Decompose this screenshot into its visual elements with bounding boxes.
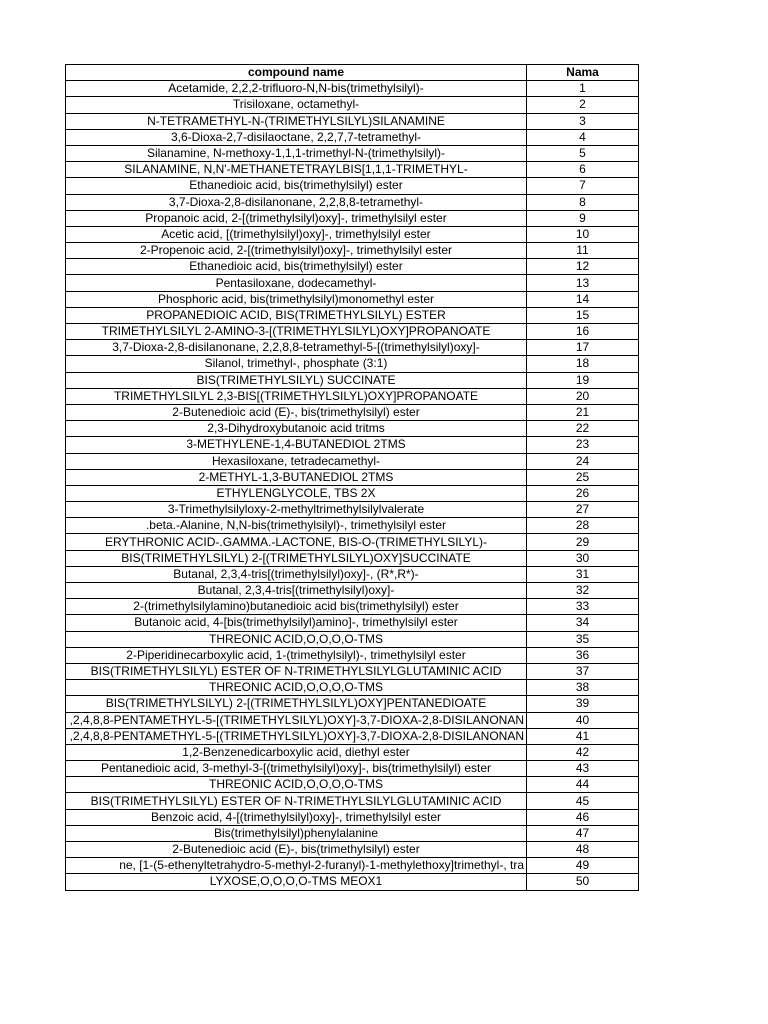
header-compound-name[interactable]: compound name bbox=[66, 65, 527, 81]
table-row bbox=[66, 825, 639, 841]
compound-name-cell[interactable]: Pentasiloxane, dodecamethyl- bbox=[66, 275, 527, 291]
nama-cell[interactable]: 44 bbox=[527, 777, 639, 793]
compound-name-cell[interactable]: Ethanedioic acid, bis(trimethylsilyl) ester bbox=[66, 178, 527, 194]
table-row bbox=[66, 453, 639, 469]
compound-name-cell[interactable]: TRIMETHYLSILYL 2,3-BIS[(TRIMETHYLSILYL)OXY]PROPANOATE bbox=[66, 388, 527, 404]
nama-cell[interactable]: 50 bbox=[527, 874, 639, 890]
nama-cell[interactable]: 13 bbox=[527, 275, 639, 291]
table-row bbox=[66, 566, 639, 582]
nama-cell[interactable]: 9 bbox=[527, 210, 639, 226]
compound-name-cell[interactable]: THREONIC ACID,O,O,O,O-TMS bbox=[66, 631, 527, 647]
compound-name-cell[interactable]: .beta.-Alanine, N,N-bis(trimethylsilyl)-, trimethylsilyl ester bbox=[66, 518, 527, 534]
compound-name-cell[interactable]: 2-Butenedioic acid (E)-, bis(trimethylsilyl) ester bbox=[66, 842, 527, 858]
table-row bbox=[66, 793, 639, 809]
header-nama[interactable]: Nama bbox=[527, 65, 639, 81]
table-row bbox=[66, 259, 639, 275]
table-body bbox=[66, 81, 639, 890]
table-row bbox=[66, 437, 639, 453]
nama-cell[interactable]: 6 bbox=[527, 162, 639, 178]
compound-name-cell[interactable]: Ethanedioic acid, bis(trimethylsilyl) ester bbox=[66, 259, 527, 275]
nama-cell[interactable]: 18 bbox=[527, 356, 639, 372]
nama-cell[interactable]: 24 bbox=[527, 453, 639, 469]
compound-name-cell[interactable]: 2-Piperidinecarboxylic acid, 1-(trimethylsilyl)-, trimethylsilyl ester bbox=[66, 647, 527, 663]
table-row bbox=[66, 324, 639, 340]
compound-name-cell[interactable]: TRIMETHYLSILYL 2-AMINO-3-[(TRIMETHYLSILYL)OXY]PROPANOATE bbox=[66, 324, 527, 340]
compound-name-cell[interactable]: PROPANEDIOIC ACID, BIS(TRIMETHYLSILYL) ESTER bbox=[66, 307, 527, 323]
table-row bbox=[66, 356, 639, 372]
nama-cell[interactable]: 4 bbox=[527, 129, 639, 145]
table-row bbox=[66, 518, 639, 534]
compound-name-cell[interactable]: 2-METHYL-1,3-BUTANEDIOL 2TMS bbox=[66, 469, 527, 485]
nama-cell[interactable]: 2 bbox=[527, 97, 639, 113]
nama-cell[interactable]: 23 bbox=[527, 437, 639, 453]
compound-name-cell[interactable]: THREONIC ACID,O,O,O,O-TMS bbox=[66, 680, 527, 696]
table-row bbox=[66, 340, 639, 356]
nama-cell[interactable]: 22 bbox=[527, 421, 639, 437]
compound-name-cell[interactable]: Silanol, trimethyl-, phosphate (3:1) bbox=[66, 356, 527, 372]
nama-cell[interactable]: 16 bbox=[527, 324, 639, 340]
compound-name-cell[interactable]: 2-Propenoic acid, 2-[(trimethylsilyl)oxy]-, trimethylsilyl ester bbox=[66, 243, 527, 259]
nama-cell[interactable]: 49 bbox=[527, 858, 639, 874]
nama-cell[interactable]: 31 bbox=[527, 566, 639, 582]
compound-name-cell[interactable]: 3,7-Dioxa-2,8-disilanonane, 2,2,8,8-tetramethyl- bbox=[66, 194, 527, 210]
nama-cell[interactable]: 28 bbox=[527, 518, 639, 534]
compound-name-cell[interactable]: ne, [1-(5-ethenyltetrahydro-5-methyl-2-furanyl)-1-methylethoxy]trimethyl-, tra bbox=[66, 858, 527, 874]
nama-cell[interactable]: 43 bbox=[527, 761, 639, 777]
nama-cell[interactable]: 30 bbox=[527, 550, 639, 566]
nama-cell[interactable]: 11 bbox=[527, 243, 639, 259]
compound-name-cell[interactable]: SILANAMINE, N,N'-METHANETETRAYLBIS[1,1,1-TRIMETHYL- bbox=[66, 162, 527, 178]
compound-name-cell[interactable]: Silanamine, N-methoxy-1,1,1-trimethyl-N-(trimethylsilyl)- bbox=[66, 145, 527, 161]
nama-cell[interactable]: 1 bbox=[527, 81, 639, 97]
compound-name-cell[interactable]: N-TETRAMETHYL-N-(TRIMETHYLSILYL)SILANAMINE bbox=[66, 113, 527, 129]
nama-cell[interactable]: 38 bbox=[527, 680, 639, 696]
nama-cell[interactable]: 41 bbox=[527, 728, 639, 744]
compound-name-cell[interactable]: THREONIC ACID,O,O,O,O-TMS bbox=[66, 777, 527, 793]
compound-name-cell[interactable]: Propanoic acid, 2-[(trimethylsilyl)oxy]-, trimethylsilyl ester bbox=[66, 210, 527, 226]
compound-name-cell[interactable]: Acetamide, 2,2,2-trifluoro-N,N-bis(trimethylsilyl)- bbox=[66, 81, 527, 97]
compound-name-cell[interactable]: LYXOSE,O,O,O,O-TMS MEOX1 bbox=[66, 874, 527, 890]
compound-name-cell[interactable]: Trisiloxane, octamethyl- bbox=[66, 97, 527, 113]
compound-name-cell[interactable]: Acetic acid, [(trimethylsilyl)oxy]-, trimethylsilyl ester bbox=[66, 226, 527, 242]
compound-table bbox=[65, 64, 639, 891]
table-row bbox=[66, 307, 639, 323]
nama-cell[interactable]: 3 bbox=[527, 113, 639, 129]
table-row bbox=[66, 874, 639, 890]
table-row bbox=[66, 129, 639, 145]
nama-cell[interactable]: 40 bbox=[527, 712, 639, 728]
table-row bbox=[66, 809, 639, 825]
table-row bbox=[66, 728, 639, 744]
compound-name-cell[interactable]: Butanoic acid, 4-[bis(trimethylsilyl)amino]-, trimethylsilyl ester bbox=[66, 615, 527, 631]
table-row bbox=[66, 113, 639, 129]
table-row bbox=[66, 97, 639, 113]
nama-cell[interactable]: 12 bbox=[527, 259, 639, 275]
compound-name-cell[interactable]: 2-Butenedioic acid (E)-, bis(trimethylsilyl) ester bbox=[66, 404, 527, 420]
nama-cell[interactable]: 42 bbox=[527, 744, 639, 760]
table-row bbox=[66, 243, 639, 259]
nama-cell[interactable]: 32 bbox=[527, 583, 639, 599]
table-row bbox=[66, 404, 639, 420]
table-row bbox=[66, 647, 639, 663]
compound-name-cell[interactable]: BIS(TRIMETHYLSILYL) 2-[(TRIMETHYLSILYL)OXY]PENTANEDIOATE bbox=[66, 696, 527, 712]
table-row bbox=[66, 680, 639, 696]
nama-cell[interactable]: 33 bbox=[527, 599, 639, 615]
table-row bbox=[66, 81, 639, 97]
table-row bbox=[66, 842, 639, 858]
compound-name-cell[interactable]: Butanal, 2,3,4-tris[(trimethylsilyl)oxy]- bbox=[66, 583, 527, 599]
compound-name-cell[interactable]: 3,7-Dioxa-2,8-disilanonane, 2,2,8,8-tetramethyl-5-[(trimethylsilyl)oxy]- bbox=[66, 340, 527, 356]
compound-name-cell[interactable]: ETHYLENGLYCOLE, TBS 2X bbox=[66, 485, 527, 501]
table-row bbox=[66, 712, 639, 728]
compound-name-cell[interactable]: BIS(TRIMETHYLSILYL) ESTER OF N-TRIMETHYLSILYLGLUTAMINIC ACID bbox=[66, 793, 527, 809]
compound-name-cell[interactable]: Phosphoric acid, bis(trimethylsilyl)monomethyl ester bbox=[66, 291, 527, 307]
nama-cell[interactable]: 14 bbox=[527, 291, 639, 307]
table-row bbox=[66, 485, 639, 501]
nama-cell[interactable]: 26 bbox=[527, 485, 639, 501]
table-row bbox=[66, 421, 639, 437]
nama-cell[interactable]: 27 bbox=[527, 502, 639, 518]
nama-cell[interactable]: 46 bbox=[527, 809, 639, 825]
compound-name-cell[interactable]: 3-METHYLENE-1,4-BUTANEDIOL 2TMS bbox=[66, 437, 527, 453]
nama-cell[interactable]: 21 bbox=[527, 404, 639, 420]
nama-cell[interactable]: 20 bbox=[527, 388, 639, 404]
nama-cell[interactable]: 15 bbox=[527, 307, 639, 323]
nama-cell[interactable]: 37 bbox=[527, 663, 639, 679]
compound-name-cell[interactable]: ,2,4,8,8-PENTAMETHYL-5-[(TRIMETHYLSILYL)OXY]-3,7-DIOXA-2,8-DISILANONAN bbox=[66, 712, 527, 728]
nama-cell[interactable]: 45 bbox=[527, 793, 639, 809]
table-row bbox=[66, 696, 639, 712]
table-row bbox=[66, 631, 639, 647]
nama-cell[interactable]: 7 bbox=[527, 178, 639, 194]
table-row bbox=[66, 615, 639, 631]
compound-name-cell[interactable]: 2,3-Dihydroxybutanoic acid tritms bbox=[66, 421, 527, 437]
table-row bbox=[66, 469, 639, 485]
compound-name-cell[interactable]: Benzoic acid, 4-[(trimethylsilyl)oxy]-, trimethylsilyl ester bbox=[66, 809, 527, 825]
compound-name-cell[interactable]: 3,6-Dioxa-2,7-disilaoctane, 2,2,7,7-tetramethyl- bbox=[66, 129, 527, 145]
header-row bbox=[66, 65, 639, 81]
nama-cell[interactable]: 35 bbox=[527, 631, 639, 647]
table-row bbox=[66, 858, 639, 874]
table-row bbox=[66, 275, 639, 291]
nama-cell[interactable]: 25 bbox=[527, 469, 639, 485]
table-row bbox=[66, 583, 639, 599]
table-row bbox=[66, 388, 639, 404]
compound-name-cell[interactable]: BIS(TRIMETHYLSILYL) ESTER OF N-TRIMETHYLSILYLGLUTAMINIC ACID bbox=[66, 663, 527, 679]
nama-cell[interactable]: 34 bbox=[527, 615, 639, 631]
nama-cell[interactable]: 8 bbox=[527, 194, 639, 210]
compound-name-cell[interactable]: Butanal, 2,3,4-tris[(trimethylsilyl)oxy]-, (R*,R*)- bbox=[66, 566, 527, 582]
nama-cell[interactable]: 29 bbox=[527, 534, 639, 550]
table-row bbox=[66, 777, 639, 793]
compound-name-cell[interactable]: ERYTHRONIC ACID-.GAMMA.-LACTONE, BIS-O-(TRIMETHYLSILYL)- bbox=[66, 534, 527, 550]
nama-cell[interactable]: 5 bbox=[527, 145, 639, 161]
table-row bbox=[66, 534, 639, 550]
compound-name-cell[interactable]: Hexasiloxane, tetradecamethyl- bbox=[66, 453, 527, 469]
compound-name-cell[interactable]: 2-(trimethylsilylamino)butanedioic acid bis(trimethylsilyl) ester bbox=[66, 599, 527, 615]
nama-cell[interactable]: 47 bbox=[527, 825, 639, 841]
table-row bbox=[66, 194, 639, 210]
table-row bbox=[66, 226, 639, 242]
table-row bbox=[66, 550, 639, 566]
table-row bbox=[66, 210, 639, 226]
compound-name-cell[interactable]: Pentanedioic acid, 3-methyl-3-[(trimethylsilyl)oxy]-, bis(trimethylsilyl) ester bbox=[66, 761, 527, 777]
nama-cell[interactable]: 17 bbox=[527, 340, 639, 356]
nama-cell[interactable]: 39 bbox=[527, 696, 639, 712]
nama-cell[interactable]: 36 bbox=[527, 647, 639, 663]
compound-name-cell[interactable]: BIS(TRIMETHYLSILYL) SUCCINATE bbox=[66, 372, 527, 388]
compound-name-cell[interactable]: ,2,4,8,8-PENTAMETHYL-5-[(TRIMETHYLSILYL)OXY]-3,7-DIOXA-2,8-DISILANONAN bbox=[66, 728, 527, 744]
table-row bbox=[66, 663, 639, 679]
table-row bbox=[66, 744, 639, 760]
compound-name-cell[interactable]: Bis(trimethylsilyl)phenylalanine bbox=[66, 825, 527, 841]
table-row bbox=[66, 372, 639, 388]
nama-cell[interactable]: 10 bbox=[527, 226, 639, 242]
table-row bbox=[66, 291, 639, 307]
table-row bbox=[66, 761, 639, 777]
table-row bbox=[66, 502, 639, 518]
nama-cell[interactable]: 48 bbox=[527, 842, 639, 858]
compound-name-cell[interactable]: BIS(TRIMETHYLSILYL) 2-[(TRIMETHYLSILYL)OXY]SUCCINATE bbox=[66, 550, 527, 566]
table-row bbox=[66, 178, 639, 194]
table-row bbox=[66, 599, 639, 615]
table-row bbox=[66, 162, 639, 178]
compound-name-cell[interactable]: 1,2-Benzenedicarboxylic acid, diethyl ester bbox=[66, 744, 527, 760]
nama-cell[interactable]: 19 bbox=[527, 372, 639, 388]
compound-name-cell[interactable]: 3-Trimethylsilyloxy-2-methyltrimethylsilylvalerate bbox=[66, 502, 527, 518]
table-row bbox=[66, 145, 639, 161]
